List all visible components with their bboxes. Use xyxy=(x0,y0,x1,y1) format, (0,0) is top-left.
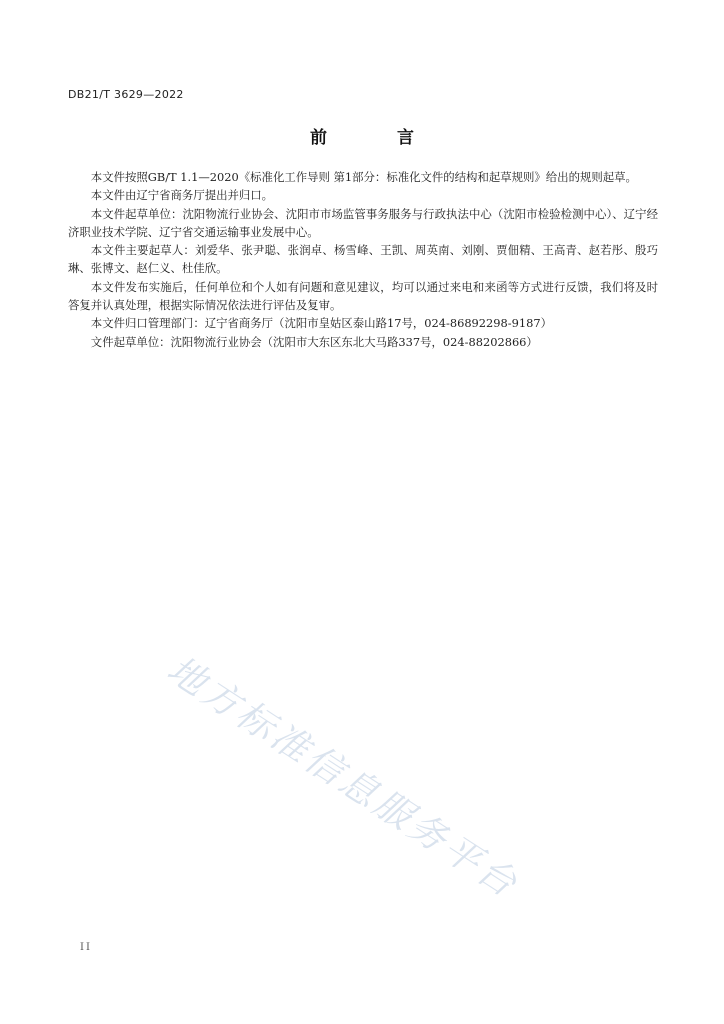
page-number: II xyxy=(80,942,92,953)
paragraph-management-department: 本文件归口管理部门：辽宁省商务厅（沈阳市皇姑区泰山路17号，024-86892298-9187） xyxy=(90,316,553,331)
foreword-body xyxy=(68,168,658,351)
paragraph-drafting-unit-contact: 文件起草单位：沈阳物流行业协会（沈阳市大东区东北大马路337号，024-88202866） xyxy=(90,334,538,349)
paragraph-proposer: 本文件由辽宁省商务厅提出并归口。 xyxy=(90,188,274,203)
document-code: DB21/T 3629—2022 xyxy=(68,88,184,101)
paragraph-main-drafters: 本文件主要起草人：刘爱华、张尹聪、张润卓、杨雪峰、王凯、周英南、刘刚、贾佃精、王高青、赵若彤、殷巧琳、张博文、赵仁义、杜佳欣。 xyxy=(68,243,658,276)
paragraph-feedback: 本文件发布实施后，任何单位和个人如有问题和意见建议，均可以通过来电和来函等方式进行反馈，我们将及时答复并认真处理，根据实际情况依法进行评估及复审。 xyxy=(68,279,658,313)
paragraph-drafting-rules: 本文件按照GB/T 1.1—2020《标准化工作导则 第1部分：标准化文件的结构和起草规则》给出的规则起草。 xyxy=(90,170,637,184)
page-title: 前 言 xyxy=(310,128,446,148)
paragraph-drafting-units: 本文件起草单位：沈阳物流行业协会、沈阳市市场监管事务服务与行政执法中心（沈阳市检验检测中心）、辽宁经济职业技术学院、辽宁省交通运输事业发展中心。 xyxy=(68,206,658,239)
watermark: 地方标准信息服务平台 xyxy=(159,647,527,907)
